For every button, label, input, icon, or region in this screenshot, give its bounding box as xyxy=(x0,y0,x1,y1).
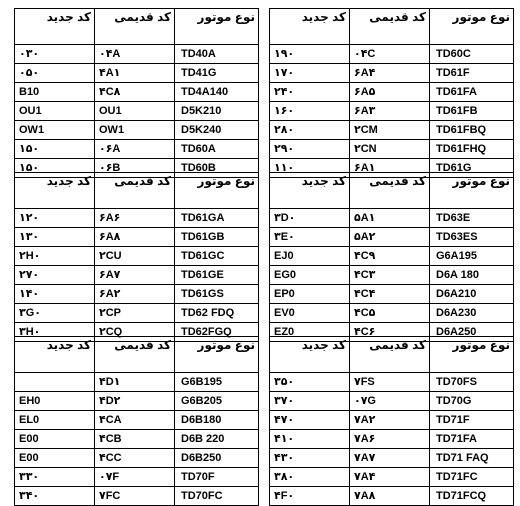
engine-type-cell: TD60B xyxy=(175,159,259,178)
old-code-cell: ۴CA xyxy=(95,411,175,430)
engine-type-cell: D6B 220 xyxy=(175,430,259,449)
new-code-cell: ۰۵۰ xyxy=(15,64,95,83)
old-code-cell: ۲CN xyxy=(350,140,430,159)
old-code-cell: ۷A۷ xyxy=(350,449,430,468)
engine-code-table-3 xyxy=(269,172,514,342)
new-code-header: کد جدید xyxy=(270,173,350,209)
new-code-cell: ۳۳۰ xyxy=(15,468,95,487)
table-row xyxy=(270,247,514,266)
engine-type-cell: D6B250 xyxy=(175,449,259,468)
new-code-cell: ۳H۰ xyxy=(15,323,95,342)
table-row xyxy=(270,411,514,430)
new-code-cell: ۱۵۰ xyxy=(15,140,95,159)
new-code-cell: ۴۱۰ xyxy=(270,430,350,449)
old-code-cell: ۷FS xyxy=(350,373,430,392)
engine-type-cell: TD71F xyxy=(430,411,514,430)
new-code-cell: ۳G۰ xyxy=(15,304,95,323)
table-row xyxy=(15,487,259,506)
engine-type-header: نوع موتور xyxy=(430,337,514,373)
engine-type-cell: TD63ES xyxy=(430,228,514,247)
new-code-cell: ۳E۰ xyxy=(270,228,350,247)
engine-code-table-5 xyxy=(269,336,514,506)
old-code-cell: ۰۴C xyxy=(350,45,430,64)
engine-type-cell: TD71FC xyxy=(430,468,514,487)
table-row xyxy=(15,392,259,411)
old-code-cell: ۲CQ xyxy=(95,323,175,342)
old-code-cell: ۷A۴ xyxy=(350,468,430,487)
engine-type-cell: TD60A xyxy=(175,140,259,159)
engine-type-header: نوع موتور xyxy=(430,173,514,209)
table-row xyxy=(15,285,259,304)
old-code-cell: ۵A۱ xyxy=(350,209,430,228)
new-code-cell: EG0 xyxy=(270,266,350,285)
engine-type-cell: TD62 FDQ xyxy=(175,304,259,323)
old-code-cell: ۴A۱ xyxy=(95,64,175,83)
table-row xyxy=(15,247,259,266)
table-row xyxy=(270,487,514,506)
old-code-cell: ۴C۳ xyxy=(350,266,430,285)
new-code-cell: ۳۷۰ xyxy=(270,392,350,411)
header-row xyxy=(15,337,259,373)
old-code-cell: ۴CB xyxy=(95,430,175,449)
new-code-cell: OU1 xyxy=(15,102,95,121)
old-code-header: کد قدیمی xyxy=(350,9,430,45)
new-code-header: کد جدید xyxy=(15,173,95,209)
old-code-cell: ۷A۸ xyxy=(350,487,430,506)
engine-type-cell: TD61GE xyxy=(175,266,259,285)
new-code-cell: ۱۴۰ xyxy=(15,285,95,304)
new-code-cell: ۲۸۰ xyxy=(270,121,350,140)
table-row xyxy=(270,121,514,140)
old-code-header: کد قدیمی xyxy=(95,337,175,373)
engine-type-header: نوع موتور xyxy=(175,9,259,45)
engine-code-table-4 xyxy=(14,172,259,342)
header-row xyxy=(270,9,514,45)
new-code-cell: ۳۴۰ xyxy=(15,487,95,506)
old-code-cell: ۴D۲ xyxy=(95,392,175,411)
table-row xyxy=(15,102,259,121)
old-code-cell: ۶A۲ xyxy=(95,285,175,304)
table-row xyxy=(270,140,514,159)
old-code-cell: ۷A۲ xyxy=(350,411,430,430)
table-row xyxy=(270,373,514,392)
new-code-cell: ۲H۰ xyxy=(15,247,95,266)
engine-type-cell: TD61F xyxy=(430,64,514,83)
new-code-cell: ۱۳۰ xyxy=(15,228,95,247)
table-row xyxy=(15,304,259,323)
engine-type-cell: TD61G xyxy=(430,159,514,178)
table-row xyxy=(270,392,514,411)
old-code-cell: ۰۷F xyxy=(95,468,175,487)
old-code-header: کد قدیمی xyxy=(95,9,175,45)
engine-type-cell: TD4A140 xyxy=(175,83,259,102)
old-code-cell: OU1 xyxy=(95,102,175,121)
header-row xyxy=(15,9,259,45)
old-code-cell: ۶A۳ xyxy=(350,102,430,121)
new-code-cell: ۰۳۰ xyxy=(15,45,95,64)
engine-type-cell: TD63E xyxy=(430,209,514,228)
table-row xyxy=(15,411,259,430)
engine-type-cell: D5K210 xyxy=(175,102,259,121)
table-row xyxy=(270,102,514,121)
engine-type-cell: G6A195 xyxy=(430,247,514,266)
old-code-cell: OW1 xyxy=(95,121,175,140)
engine-type-header: نوع موتور xyxy=(175,173,259,209)
old-code-header: کد قدیمی xyxy=(350,337,430,373)
engine-type-cell: TD61FB xyxy=(430,102,514,121)
table-row xyxy=(15,468,259,487)
old-code-cell: ۲CP xyxy=(95,304,175,323)
table-row xyxy=(15,121,259,140)
header-row xyxy=(270,173,514,209)
old-code-cell: ۷A۶ xyxy=(350,430,430,449)
new-code-cell: E00 xyxy=(15,449,95,468)
new-code-cell: E00 xyxy=(15,430,95,449)
new-code-cell: ۱۵۰ xyxy=(15,159,95,178)
old-code-cell: ۶A۵ xyxy=(350,83,430,102)
engine-type-cell: TD71FA xyxy=(430,430,514,449)
old-code-cell: ۶A۶ xyxy=(95,209,175,228)
engine-type-cell: TD70FC xyxy=(175,487,259,506)
engine-type-cell: TD70FS xyxy=(430,373,514,392)
engine-type-cell: TD60C xyxy=(430,45,514,64)
table-row xyxy=(15,45,259,64)
new-code-cell: EV0 xyxy=(270,304,350,323)
old-code-cell: ۶A۷ xyxy=(95,266,175,285)
new-code-cell: ۳۸۰ xyxy=(270,468,350,487)
new-code-header: کد جدید xyxy=(15,337,95,373)
new-code-header: کد جدید xyxy=(270,9,350,45)
new-code-cell: ۱۷۰ xyxy=(270,64,350,83)
old-code-cell: ۲CM xyxy=(350,121,430,140)
engine-type-header: نوع موتور xyxy=(175,337,259,373)
new-code-cell: ۳۵۰ xyxy=(270,373,350,392)
table-row xyxy=(270,304,514,323)
engine-type-cell: TD71FCQ xyxy=(430,487,514,506)
new-code-cell: EZ0 xyxy=(270,323,350,342)
old-code-cell: ۲CU xyxy=(95,247,175,266)
old-code-cell: ۶A۴ xyxy=(350,64,430,83)
new-code-cell: EP0 xyxy=(270,285,350,304)
new-code-cell: ۲۹۰ xyxy=(270,140,350,159)
engine-type-cell: G6B195 xyxy=(175,373,259,392)
engine-type-cell: TD71 FAQ xyxy=(430,449,514,468)
engine-type-cell: D6B180 xyxy=(175,411,259,430)
new-code-cell: ۱۹۰ xyxy=(270,45,350,64)
new-code-cell: ۲۴۰ xyxy=(270,83,350,102)
old-code-cell: ۷FC xyxy=(95,487,175,506)
engine-type-cell: TD61FBQ xyxy=(430,121,514,140)
table-row xyxy=(270,430,514,449)
old-code-cell: ۰۶A xyxy=(95,140,175,159)
table-row xyxy=(15,449,259,468)
old-code-cell: ۴C۶ xyxy=(350,323,430,342)
engine-type-cell: TD61GC xyxy=(175,247,259,266)
old-code-cell: ۵A۲ xyxy=(350,228,430,247)
engine-type-cell: D6A210 xyxy=(430,285,514,304)
old-code-cell: ۴C۴ xyxy=(350,285,430,304)
new-code-cell: ۴F۰ xyxy=(270,487,350,506)
table-row xyxy=(270,83,514,102)
old-code-cell: ۰۷G xyxy=(350,392,430,411)
engine-type-cell: TD61FA xyxy=(430,83,514,102)
engine-type-cell: TD70G xyxy=(430,392,514,411)
engine-type-cell: TD70F xyxy=(175,468,259,487)
table-row xyxy=(270,266,514,285)
engine-code-table-1 xyxy=(269,8,514,178)
header-row xyxy=(270,337,514,373)
new-code-cell: ۴۳۰ xyxy=(270,449,350,468)
engine-type-cell: D5K240 xyxy=(175,121,259,140)
new-code-cell: ۱۲۰ xyxy=(15,209,95,228)
table-row xyxy=(15,266,259,285)
old-code-cell: ۶A۸ xyxy=(95,228,175,247)
old-code-header: کد قدیمی xyxy=(350,173,430,209)
old-code-cell: ۰۶B xyxy=(95,159,175,178)
table-row xyxy=(270,45,514,64)
table-row xyxy=(15,430,259,449)
table-row xyxy=(270,209,514,228)
new-code-cell xyxy=(15,373,95,392)
engine-type-cell: TD62FGQ xyxy=(175,323,259,342)
engine-type-cell: TD61FHQ xyxy=(430,140,514,159)
table-row xyxy=(270,449,514,468)
table-row xyxy=(15,209,259,228)
engine-type-cell: D6A 180 xyxy=(430,266,514,285)
old-code-cell: ۴CC xyxy=(95,449,175,468)
old-code-header: کد قدیمی xyxy=(95,173,175,209)
table-row xyxy=(270,468,514,487)
engine-code-table-2 xyxy=(14,8,259,178)
table-row xyxy=(270,64,514,83)
engine-type-cell: D6A250 xyxy=(430,323,514,342)
table-row xyxy=(15,140,259,159)
old-code-cell: ۶A۱ xyxy=(350,159,430,178)
engine-type-cell: TD61GS xyxy=(175,285,259,304)
new-code-cell: OW1 xyxy=(15,121,95,140)
old-code-cell: ۴C۹ xyxy=(350,247,430,266)
new-code-cell: EL0 xyxy=(15,411,95,430)
new-code-header: کد جدید xyxy=(270,337,350,373)
new-code-cell: EH0 xyxy=(15,392,95,411)
old-code-cell: ۴D۱ xyxy=(95,373,175,392)
new-code-header: کد جدید xyxy=(15,9,95,45)
engine-type-header: نوع موتور xyxy=(430,9,514,45)
table-row xyxy=(15,83,259,102)
table-row xyxy=(15,228,259,247)
old-code-cell: ۰۴A xyxy=(95,45,175,64)
table-row xyxy=(15,373,259,392)
engine-type-cell: TD61GA xyxy=(175,209,259,228)
table-row xyxy=(15,64,259,83)
new-code-cell: ۳D۰ xyxy=(270,209,350,228)
new-code-cell: ۴۷۰ xyxy=(270,411,350,430)
engine-type-cell: TD41G xyxy=(175,64,259,83)
new-code-cell: ۱۶۰ xyxy=(270,102,350,121)
engine-code-table-6 xyxy=(14,336,259,506)
new-code-cell: ۲۷۰ xyxy=(15,266,95,285)
table-row xyxy=(270,285,514,304)
old-code-cell: ۴C۵ xyxy=(350,304,430,323)
engine-type-cell: TD61GB xyxy=(175,228,259,247)
new-code-cell: ۱۱۰ xyxy=(270,159,350,178)
engine-type-cell: D6A230 xyxy=(430,304,514,323)
new-code-cell: EJ0 xyxy=(270,247,350,266)
old-code-cell: ۴C۸ xyxy=(95,83,175,102)
engine-type-cell: TD40A xyxy=(175,45,259,64)
header-row xyxy=(15,173,259,209)
new-code-cell: B10 xyxy=(15,83,95,102)
engine-type-cell: G6B205 xyxy=(175,392,259,411)
table-row xyxy=(270,228,514,247)
